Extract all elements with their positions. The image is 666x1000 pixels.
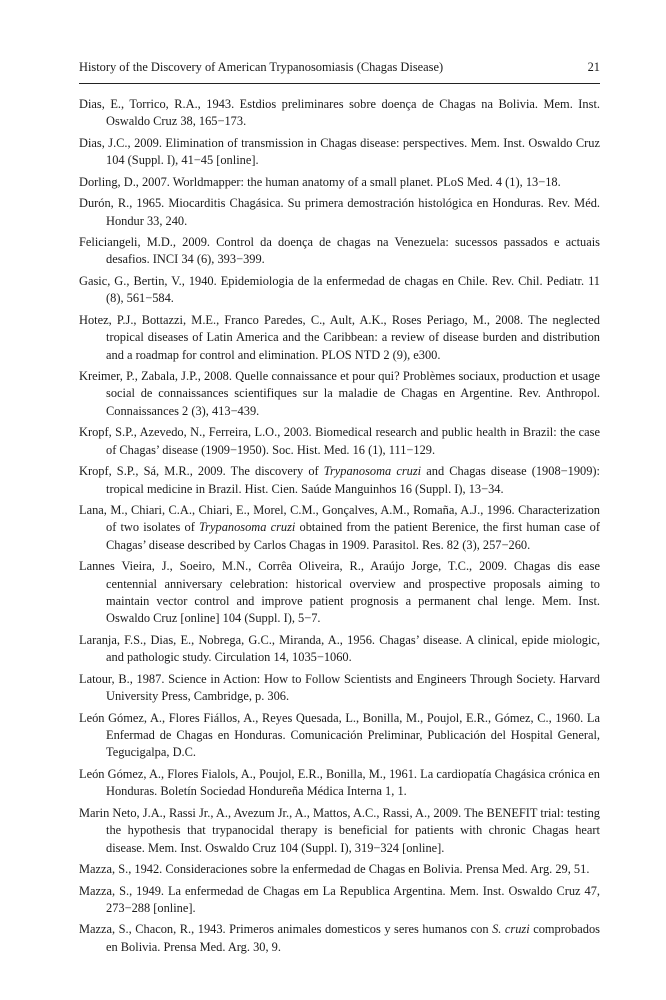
reference-text: Mazza, S., Chacon, R., 1943. Primeros animales domesticos y seres humanos con [79,922,493,937]
reference-entry: Dias, J.C., 2009. Elimination of transmission in Chagas disease: perspectives. Mem. Inst. Oswaldo Cruz 104 (Suppl. I), 41−45 [online]. [79,135,600,168]
reference-text: Kropf, S.P., Sá, M.R., 2009. The discovery of [79,464,324,479]
reference-entry: León Gómez, A., Flores Fialols, A., Poujol, E.R., Bonilla, M., 1961. La cardiopatía Chagásica crónica en Honduras. Boletín Sociedad Hondureña Médica Interna 1, 1. [79,766,600,799]
reference-entry [79,463,600,498]
reference-entry [79,502,600,554]
species-name: Trypanosoma cruzi [323,464,422,479]
running-title: History of the Discovery of American Trypanosomiasis (Chagas Disease) [79,60,444,74]
reference-entry: Marin Neto, J.A., Rassi Jr., A., Avezum Jr., A., Mattos, A.C., Rassi, A., 2009. The BENEFIT trial: testing the hypothesis that trypanocidal therapy is beneficial for patients with chronic Chagas heart disease. Mem. Inst. Oswaldo Cruz 104 (Suppl. I), 319−324 [online]. [79,805,600,855]
header-rule [79,83,600,84]
running-header [79,60,600,82]
reference-text: and Chagas disease (1908−1909): tropical medicine in Brazil. Hist. Cien. Saúde Manguinhos 16 (Suppl. I), 13−34. [106,464,600,496]
species-name: Trypanosoma cruzi [198,520,296,535]
reference-entry: Hotez, P.J., Bottazzi, M.E., Franco Paredes, C., Ault, A.K., Roses Periago, M., 2008. The neglected tropical diseases of Latin America and the Caribbean: a review of disease burden and distribution and a roadmap for control and elimination. PLOS NTD 2 (9), e300. [79,312,600,362]
reference-entry: Kreimer, P., Zabala, J.P., 2008. Quelle connaissance et pour qui? Problèmes sociaux, production et usage social de connaissances scientifiques sur la maladie de Chagas en Argentine. Rev. Anthropol. Connaissances 2 (3), 413−439. [79,369,600,418]
page-number: 21 [587,60,600,74]
reference-list [79,96,600,960]
reference-entry: Dias, E., Torrico, R.A., 1943. Estdios preliminares sobre doença de Chagas na Bolivia. Mem. Inst. Oswaldo Cruz 38, 165−173. [79,97,600,129]
reference-entry: León Gómez, A., Flores Fiállos, A., Reyes Quesada, L., Bonilla, M., Poujol, E.R., Gómez, C., 1960. La Enfermad de Chagas en Honduras. Comunicación Preliminar, Publicación del Hospital General, Tegucigalpa, D.C. [79,710,600,760]
reference-text: Lana, M., Chiari, C.A., Chiari, E., Morel, C.M., Gonçalves, A.M., Romaña, A.J., 1996. Characterization of two isolates of [79,503,600,535]
species-name: S. cruzi [492,922,530,937]
reference-entry: Kropf, S.P., Azevedo, N., Ferreira, L.O., 2003. Biomedical research and public health in Brazil: the case of Chagas’ disease (1909−1950). Soc. Hist. Med. 16 (1), 111−129. [79,425,600,457]
reference-entry: Durón, R., 1965. Miocarditis Chagásica. Su primera demostración histológica en Honduras. Rev. Méd. Hondur 33, 240. [79,196,600,228]
reference-entry: Latour, B., 1987. Science in Action: How to Follow Scientists and Engineers Through Society. Harvard University Press, Cambridge, p. 306. [79,671,600,704]
reference-text: comprobados en Bolivia. Prensa Med. Arg. 30, 9. [106,922,600,954]
reference-entry [79,921,600,956]
reference-entry: Mazza, S., 1949. La enfermedad de Chagas em La Republica Argentina. Mem. Inst. Oswaldo Cruz 47, 273−288 [online]. [79,883,600,915]
reference-entry: Mazza, S., 1942. Consideraciones sobre la enfermedad de Chagas en Bolivia. Prensa Med. Arg. 29, 51. [79,862,590,877]
reference-text: obtained from the patient Berenice, the first human case of Chagas’ disease described by Carlos Chagas in 1909. Parasitol. Res. 82 (3), 257−260. [106,520,600,552]
reference-entry: Lannes Vieira, J., Soeiro, M.N., Corrêa Oliveira, R., Araújo Jorge, T.C., 2009. Chagas dis ease centennial anniversary celebration: historical overview and prospective proposals aiming to maintain vector control and improve patient prognosis a permanent chal lenge. Mem. Inst. Oswaldo Cruz [online] 104 (Suppl. I), 5−7. [79,559,600,626]
reference-entry: Laranja, F.S., Dias, E., Nobrega, G.C., Miranda, A., 1956. Chagas’ disease. A clinical, epide miologic, and pathologic study. Circulation 14, 1035−1060. [79,632,600,665]
reference-entry: Feliciangeli, M.D., 2009. Control da doença de chagas na Venezuela: sucessos passados e actuais desafios. INCI 34 (6), 393−399. [79,235,600,267]
reference-entry: Gasic, G., Bertin, V., 1940. Epidemiologia de la enfermedad de chagas en Chile. Rev. Chil. Pediatr. 11 (8), 561−584. [79,273,600,306]
reference-entry: Dorling, D., 2007. Worldmapper: the human anatomy of a small planet. PLoS Med. 4 (1), 13−18. [79,174,561,189]
